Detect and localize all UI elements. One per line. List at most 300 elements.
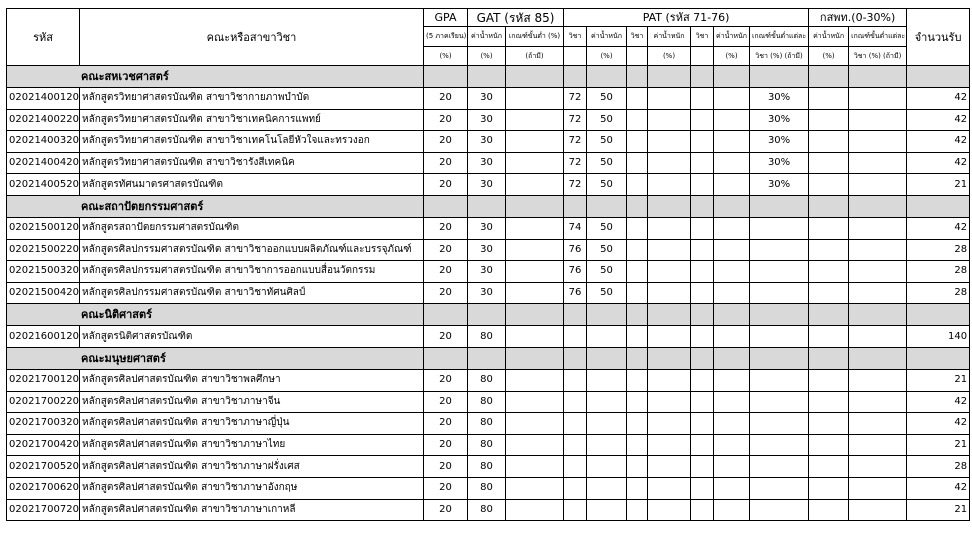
table-cell-onet-min <box>849 434 907 456</box>
table-cell-gpa: 20 <box>424 456 468 478</box>
table-cell-pat-subject-3 <box>691 88 714 110</box>
table-row <box>7 152 970 174</box>
table-cell-pat-subject-3 <box>691 152 714 174</box>
table-cell-pat-weight-3 <box>714 326 750 348</box>
table-cell-seats: 28 <box>907 239 970 261</box>
gat-min-unit: (ถ้ามี) <box>506 47 564 66</box>
table-cell-pat-subject-2 <box>627 88 648 110</box>
table-row <box>7 369 970 391</box>
table-cell-pat-subject-2 <box>627 499 648 521</box>
section-empty-cell <box>849 304 907 326</box>
table-cell-gat-weight: 30 <box>468 152 506 174</box>
table-cell-gat-min <box>506 369 564 391</box>
table-cell-code: 02021700320 <box>7 413 80 435</box>
table-cell-pat-subject-3 <box>691 282 714 304</box>
table-cell-gat-weight: 80 <box>468 391 506 413</box>
table-cell-gat-weight: 80 <box>468 434 506 456</box>
table-cell-gat-min <box>506 109 564 131</box>
table-cell-gat-min <box>506 391 564 413</box>
section-empty-cell <box>564 304 587 326</box>
table-cell-pat-min <box>750 434 809 456</box>
table-cell-pat-weight-1 <box>587 477 627 499</box>
table-cell-pat-subject-1 <box>564 369 587 391</box>
table-cell-pat-subject-2 <box>627 174 648 196</box>
table-cell-pat-subject-3 <box>691 369 714 391</box>
pat-subject-unit-1 <box>564 47 587 66</box>
table-cell-pat-weight-3 <box>714 456 750 478</box>
table-cell-gat-min <box>506 413 564 435</box>
table-row <box>7 131 970 153</box>
table-cell-pat-subject-2 <box>627 391 648 413</box>
table-cell-pat-weight-1 <box>587 326 627 348</box>
pat-subject-label-3: วิชา <box>691 27 714 47</box>
table-cell-pat-min <box>750 326 809 348</box>
section-empty-cell <box>714 304 750 326</box>
table-cell-onet-min <box>849 369 907 391</box>
table-cell-seats: 21 <box>907 499 970 521</box>
table-cell-program: หลักสูตรศิลปกรรมศาสตรบัณฑิต สาขาวิชาออกแบบผลิตภัณฑ์และบรรจุภัณฑ์ <box>80 239 424 261</box>
table-cell-gat-weight: 30 <box>468 174 506 196</box>
table-cell-pat-weight-1: 50 <box>587 152 627 174</box>
table-cell-onet-weight <box>809 239 849 261</box>
section-empty-cell <box>506 66 564 88</box>
table-cell-gpa: 20 <box>424 413 468 435</box>
table-cell-gat-min <box>506 434 564 456</box>
table-cell-onet-weight <box>809 217 849 239</box>
table-cell-gat-weight: 30 <box>468 282 506 304</box>
pat-weight-label-1: ค่าน้ำหนัก <box>587 27 627 47</box>
table-cell-onet-weight <box>809 499 849 521</box>
section-header-row <box>7 195 970 217</box>
table-cell-pat-subject-3 <box>691 413 714 435</box>
table-cell-program: หลักสูตรศิลปกรรมศาสตรบัณฑิต สาขาวิชาทัศนศิลป์ <box>80 282 424 304</box>
table-cell-pat-weight-3 <box>714 109 750 131</box>
table-cell-pat-weight-3 <box>714 391 750 413</box>
pat-subject-unit-2 <box>627 47 648 66</box>
table-cell-seats: 21 <box>907 174 970 196</box>
table-cell-code: 02021700620 <box>7 477 80 499</box>
table-cell-pat-subject-3 <box>691 131 714 153</box>
table-cell-onet-min <box>849 88 907 110</box>
table-cell-pat-subject-1 <box>564 413 587 435</box>
section-title: คณะนิติศาสตร์ <box>7 304 424 326</box>
table-row <box>7 217 970 239</box>
col-header-onet: กสพท.(0-30%) <box>809 9 907 27</box>
table-cell-onet-weight <box>809 477 849 499</box>
table-cell-pat-weight-1: 50 <box>587 261 627 283</box>
table-cell-pat-weight-3 <box>714 174 750 196</box>
table-cell-pat-min <box>750 456 809 478</box>
table-cell-onet-min <box>849 456 907 478</box>
table-cell-pat-subject-2 <box>627 282 648 304</box>
table-cell-pat-min: 30% <box>750 131 809 153</box>
table-cell-gat-weight: 30 <box>468 217 506 239</box>
table-cell-pat-weight-2 <box>648 88 691 110</box>
table-cell-pat-weight-1: 50 <box>587 131 627 153</box>
table-cell-gat-weight: 30 <box>468 261 506 283</box>
section-empty-cell <box>627 304 648 326</box>
table-cell-pat-subject-2 <box>627 326 648 348</box>
section-empty-cell <box>714 195 750 217</box>
table-cell-pat-weight-3 <box>714 217 750 239</box>
table-cell-pat-weight-2 <box>648 413 691 435</box>
table-cell-pat-weight-1: 50 <box>587 217 627 239</box>
table-cell-seats: 21 <box>907 434 970 456</box>
table-cell-pat-subject-2 <box>627 369 648 391</box>
table-cell-pat-subject-1: 72 <box>564 131 587 153</box>
table-cell-pat-weight-2 <box>648 131 691 153</box>
table-cell-code: 02021500120 <box>7 217 80 239</box>
table-cell-onet-weight <box>809 261 849 283</box>
table-cell-pat-min <box>750 261 809 283</box>
table-row <box>7 261 970 283</box>
table-cell-pat-weight-2 <box>648 391 691 413</box>
table-cell-gpa: 20 <box>424 369 468 391</box>
table-cell-pat-subject-3 <box>691 217 714 239</box>
gat-min-label: เกณฑ์ขั้นต่ำ (%) <box>506 27 564 47</box>
table-cell-pat-subject-3 <box>691 261 714 283</box>
table-cell-pat-subject-3 <box>691 434 714 456</box>
table-cell-seats: 28 <box>907 456 970 478</box>
table-cell-pat-subject-3 <box>691 109 714 131</box>
table-cell-code: 02021700520 <box>7 456 80 478</box>
pat-subject-unit-3 <box>691 47 714 66</box>
section-empty-cell <box>506 347 564 369</box>
table-cell-pat-weight-1: 50 <box>587 109 627 131</box>
table-cell-gat-min <box>506 326 564 348</box>
table-cell-pat-weight-1: 50 <box>587 282 627 304</box>
table-cell-program: หลักสูตรศิลปศาสตรบัณฑิต สาขาวิชาภาษาจีน <box>80 391 424 413</box>
table-cell-pat-weight-1 <box>587 413 627 435</box>
table-cell-pat-subject-2 <box>627 413 648 435</box>
table-cell-code: 02021400220 <box>7 109 80 131</box>
table-cell-seats: 42 <box>907 413 970 435</box>
table-cell-pat-weight-3 <box>714 261 750 283</box>
table-cell-gat-min <box>506 152 564 174</box>
table-cell-pat-weight-3 <box>714 131 750 153</box>
table-cell-pat-weight-2 <box>648 174 691 196</box>
section-empty-cell <box>691 66 714 88</box>
section-empty-cell <box>468 347 506 369</box>
table-cell-gpa: 20 <box>424 326 468 348</box>
table-cell-pat-subject-1: 76 <box>564 261 587 283</box>
table-cell-program: หลักสูตรวิทยาศาสตรบัณฑิต สาขาวิชาเทคนิคการแพทย์ <box>80 109 424 131</box>
table-row <box>7 326 970 348</box>
section-empty-cell <box>809 195 849 217</box>
section-empty-cell <box>424 66 468 88</box>
table-cell-pat-subject-1 <box>564 326 587 348</box>
table-cell-pat-weight-1 <box>587 456 627 478</box>
col-header-pat: PAT (รหัส 71-76) <box>564 9 809 27</box>
table-cell-pat-subject-2 <box>627 109 648 131</box>
table-cell-seats: 28 <box>907 261 970 283</box>
table-cell-pat-weight-3 <box>714 88 750 110</box>
table-cell-code: 02021700120 <box>7 369 80 391</box>
table-cell-pat-subject-1: 72 <box>564 109 587 131</box>
table-cell-pat-min <box>750 282 809 304</box>
table-cell-pat-subject-2 <box>627 239 648 261</box>
section-empty-cell <box>564 195 587 217</box>
section-empty-cell <box>750 347 809 369</box>
table-cell-onet-min <box>849 499 907 521</box>
table-cell-pat-weight-2 <box>648 239 691 261</box>
table-cell-gpa: 20 <box>424 239 468 261</box>
table-cell-pat-subject-1 <box>564 477 587 499</box>
table-cell-pat-weight-3 <box>714 369 750 391</box>
table-cell-program: หลักสูตรศิลปศาสตรบัณฑิต สาขาวิชาพลศึกษา <box>80 369 424 391</box>
table-row <box>7 88 970 110</box>
table-cell-program: หลักสูตรสถาปัตยกรรมศาสตรบัณฑิต <box>80 217 424 239</box>
section-empty-cell <box>907 347 970 369</box>
table-cell-gpa: 20 <box>424 434 468 456</box>
table-cell-program: หลักสูตรทัศนมาตรศาสตรบัณฑิต <box>80 174 424 196</box>
table-cell-program: หลักสูตรศิลปศาสตรบัณฑิต สาขาวิชาภาษาอังกฤษ <box>80 477 424 499</box>
table-cell-code: 02021600120 <box>7 326 80 348</box>
pat-weight-unit-2: (%) <box>648 47 691 66</box>
section-empty-cell <box>587 195 627 217</box>
table-cell-code: 02021400420 <box>7 152 80 174</box>
table-row <box>7 477 970 499</box>
pat-weight-unit-1: (%) <box>587 47 627 66</box>
section-empty-cell <box>809 66 849 88</box>
table-cell-seats: 42 <box>907 109 970 131</box>
table-cell-gat-weight: 80 <box>468 477 506 499</box>
table-cell-onet-weight <box>809 434 849 456</box>
table-cell-gpa: 20 <box>424 477 468 499</box>
section-empty-cell <box>648 347 691 369</box>
table-row <box>7 499 970 521</box>
table-cell-pat-subject-1: 76 <box>564 239 587 261</box>
table-row <box>7 434 970 456</box>
table-cell-code: 02021400520 <box>7 174 80 196</box>
section-empty-cell <box>907 195 970 217</box>
table-cell-pat-weight-3 <box>714 499 750 521</box>
table-cell-onet-min <box>849 131 907 153</box>
table-cell-pat-weight-3 <box>714 152 750 174</box>
table-cell-program: หลักสูตรวิทยาศาสตรบัณฑิต สาขาวิชารังสีเทคนิค <box>80 152 424 174</box>
table-cell-pat-weight-2 <box>648 456 691 478</box>
section-empty-cell <box>691 304 714 326</box>
table-cell-seats: 42 <box>907 131 970 153</box>
table-cell-gpa: 20 <box>424 109 468 131</box>
table-cell-onet-weight <box>809 88 849 110</box>
table-cell-gpa: 20 <box>424 282 468 304</box>
table-cell-code: 02021700220 <box>7 391 80 413</box>
table-row <box>7 109 970 131</box>
table-cell-pat-weight-1 <box>587 369 627 391</box>
table-cell-code: 02021500420 <box>7 282 80 304</box>
table-cell-onet-weight <box>809 369 849 391</box>
table-cell-gat-min <box>506 174 564 196</box>
section-header-row <box>7 347 970 369</box>
table-cell-gpa: 20 <box>424 131 468 153</box>
table-row <box>7 413 970 435</box>
table-cell-pat-min <box>750 369 809 391</box>
table-cell-onet-weight <box>809 174 849 196</box>
section-empty-cell <box>648 195 691 217</box>
table-cell-gat-weight: 30 <box>468 109 506 131</box>
table-cell-onet-weight <box>809 152 849 174</box>
admission-table <box>6 8 970 521</box>
table-cell-gpa: 20 <box>424 391 468 413</box>
table-cell-pat-subject-3 <box>691 477 714 499</box>
table-cell-gat-min <box>506 499 564 521</box>
table-cell-pat-subject-1 <box>564 434 587 456</box>
table-cell-gpa: 20 <box>424 88 468 110</box>
table-cell-gat-weight: 80 <box>468 369 506 391</box>
gat-weight-label: ค่าน้ำหนัก <box>468 27 506 47</box>
table-cell-seats: 42 <box>907 88 970 110</box>
table-cell-pat-subject-1: 76 <box>564 282 587 304</box>
table-cell-pat-subject-2 <box>627 477 648 499</box>
table-cell-seats: 140 <box>907 326 970 348</box>
pat-weight-unit-3: (%) <box>714 47 750 66</box>
table-cell-pat-subject-3 <box>691 391 714 413</box>
table-cell-onet-min <box>849 391 907 413</box>
table-cell-pat-min: 30% <box>750 109 809 131</box>
table-cell-program: หลักสูตรนิติศาสตรบัณฑิต <box>80 326 424 348</box>
table-cell-gat-weight: 30 <box>468 88 506 110</box>
table-cell-pat-subject-2 <box>627 434 648 456</box>
section-empty-cell <box>648 66 691 88</box>
table-row <box>7 282 970 304</box>
gpa-unit-label: (%) <box>424 47 468 66</box>
section-empty-cell <box>468 304 506 326</box>
pat-weight-label-3: ค่าน้ำหนัก <box>714 27 750 47</box>
table-cell-pat-subject-1: 74 <box>564 217 587 239</box>
table-cell-program: หลักสูตรศิลปศาสตรบัณฑิต สาขาวิชาภาษาไทย <box>80 434 424 456</box>
table-cell-program: หลักสูตรวิทยาศาสตรบัณฑิต สาขาวิชากายภาพบำบัด <box>80 88 424 110</box>
onet-min-label: เกณฑ์ขั้นต่ำแต่ละ <box>849 27 907 47</box>
table-cell-gat-min <box>506 239 564 261</box>
section-empty-cell <box>424 347 468 369</box>
table-cell-gpa: 20 <box>424 174 468 196</box>
table-cell-pat-min <box>750 499 809 521</box>
table-cell-pat-subject-2 <box>627 152 648 174</box>
table-cell-pat-weight-2 <box>648 217 691 239</box>
table-cell-seats: 42 <box>907 152 970 174</box>
table-cell-onet-weight <box>809 326 849 348</box>
table-cell-gat-weight: 30 <box>468 239 506 261</box>
table-cell-pat-weight-2 <box>648 282 691 304</box>
table-cell-code: 02021500320 <box>7 261 80 283</box>
table-row <box>7 174 970 196</box>
table-row <box>7 456 970 478</box>
section-empty-cell <box>691 195 714 217</box>
table-cell-pat-weight-3 <box>714 282 750 304</box>
table-cell-onet-weight <box>809 456 849 478</box>
table-cell-seats: 42 <box>907 391 970 413</box>
table-cell-pat-weight-1 <box>587 499 627 521</box>
pat-subject-label-1: วิชา <box>564 27 587 47</box>
table-cell-gpa: 20 <box>424 217 468 239</box>
section-empty-cell <box>648 304 691 326</box>
section-empty-cell <box>809 347 849 369</box>
col-header-program: คณะหรือสาขาวิชา <box>80 9 424 66</box>
table-cell-pat-min: 30% <box>750 88 809 110</box>
table-cell-pat-subject-1 <box>564 499 587 521</box>
table-cell-onet-min <box>849 261 907 283</box>
section-empty-cell <box>468 66 506 88</box>
table-cell-pat-min: 30% <box>750 174 809 196</box>
table-cell-pat-subject-1: 72 <box>564 152 587 174</box>
table-cell-onet-weight <box>809 109 849 131</box>
table-cell-program: หลักสูตรศิลปศาสตรบัณฑิต สาขาวิชาภาษาฝรั่งเศส <box>80 456 424 478</box>
section-empty-cell <box>627 347 648 369</box>
section-empty-cell <box>468 195 506 217</box>
onet-weight-unit: (%) <box>809 47 849 66</box>
table-cell-seats: 21 <box>907 369 970 391</box>
table-cell-code: 02021400120 <box>7 88 80 110</box>
table-cell-pat-subject-1 <box>564 391 587 413</box>
section-empty-cell <box>714 347 750 369</box>
onet-min-unit: วิชา (%) (ถ้ามี) <box>849 47 907 66</box>
table-cell-pat-subject-3 <box>691 239 714 261</box>
table-cell-pat-weight-1 <box>587 434 627 456</box>
table-cell-gat-weight: 80 <box>468 456 506 478</box>
table-cell-gat-min <box>506 88 564 110</box>
table-cell-onet-weight <box>809 391 849 413</box>
section-empty-cell <box>750 66 809 88</box>
table-cell-pat-weight-3 <box>714 434 750 456</box>
table-cell-program: หลักสูตรศิลปศาสตรบัณฑิต สาขาวิชาภาษาเกาหลี <box>80 499 424 521</box>
section-empty-cell <box>714 66 750 88</box>
pat-weight-label-2: ค่าน้ำหนัก <box>648 27 691 47</box>
table-cell-pat-weight-3 <box>714 413 750 435</box>
table-cell-gat-weight: 80 <box>468 413 506 435</box>
table-cell-onet-weight <box>809 131 849 153</box>
table-cell-pat-subject-3 <box>691 456 714 478</box>
table-cell-program: หลักสูตรศิลปกรรมศาสตรบัณฑิต สาขาวิชาการออกแบบสื่อนวัตกรรม <box>80 261 424 283</box>
table-cell-gat-min <box>506 477 564 499</box>
section-empty-cell <box>849 66 907 88</box>
section-empty-cell <box>424 195 468 217</box>
section-empty-cell <box>750 195 809 217</box>
table-cell-program: หลักสูตรวิทยาศาสตรบัณฑิต สาขาวิชาเทคโนโลยีหัวใจและทรวงอก <box>80 131 424 153</box>
table-cell-pat-subject-1 <box>564 456 587 478</box>
table-cell-gpa: 20 <box>424 152 468 174</box>
table-cell-pat-subject-1: 72 <box>564 88 587 110</box>
pat-min-label: เกณฑ์ขั้นต่ำแต่ละ <box>750 27 809 47</box>
table-cell-gpa: 20 <box>424 261 468 283</box>
section-title: คณะสหเวชศาสตร์ <box>7 66 424 88</box>
table-cell-onet-min <box>849 152 907 174</box>
section-empty-cell <box>506 304 564 326</box>
table-cell-gat-weight: 80 <box>468 326 506 348</box>
col-header-seats: จำนวนรับ <box>907 9 970 66</box>
table-cell-gat-min <box>506 282 564 304</box>
section-empty-cell <box>424 304 468 326</box>
table-cell-pat-subject-1: 72 <box>564 174 587 196</box>
table-cell-pat-weight-2 <box>648 152 691 174</box>
table-cell-gat-min <box>506 131 564 153</box>
table-cell-pat-subject-3 <box>691 326 714 348</box>
table-cell-gat-min <box>506 261 564 283</box>
table-cell-pat-weight-2 <box>648 434 691 456</box>
table-cell-gat-weight: 30 <box>468 131 506 153</box>
gat-weight-unit: (%) <box>468 47 506 66</box>
table-cell-onet-min <box>849 217 907 239</box>
section-title: คณะสถาปัตยกรรมศาสตร์ <box>7 195 424 217</box>
table-cell-onet-min <box>849 413 907 435</box>
table-cell-pat-subject-3 <box>691 174 714 196</box>
section-empty-cell <box>809 304 849 326</box>
table-cell-gat-weight: 80 <box>468 499 506 521</box>
section-empty-cell <box>564 347 587 369</box>
col-header-gpa: GPA <box>424 9 468 27</box>
table-cell-pat-weight-1 <box>587 391 627 413</box>
table-cell-pat-weight-3 <box>714 239 750 261</box>
